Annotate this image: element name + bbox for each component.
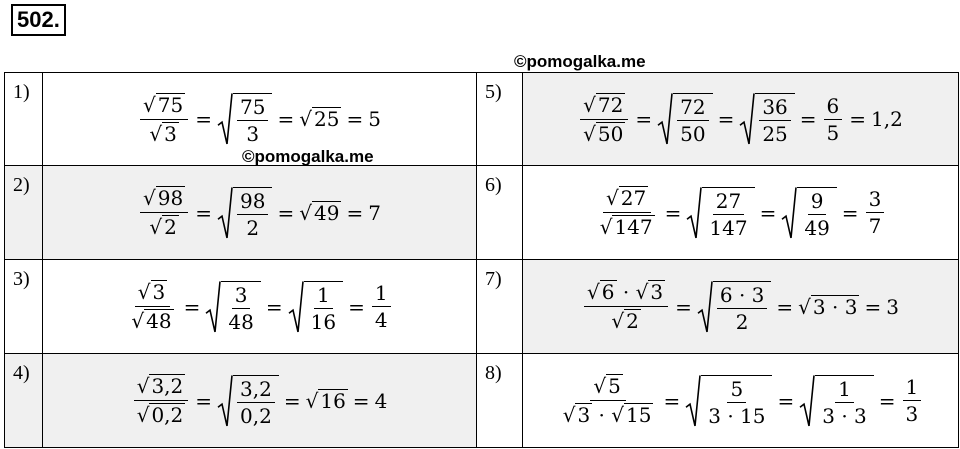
expression-2: √ 98 √ 2 = $\frac{98}{2}$ = √ 49 = 7: [43, 166, 477, 260]
item-number: 8): [477, 354, 523, 448]
solutions-table: [4, 72, 959, 448]
expression-3: √ 3 √ 48 = $\frac{3}{48}$ = $\frac{1}{16}$ = $\frac{1}{4}$: [43, 260, 477, 354]
expression-8: √ 5 √ 3 · √ 15 = $\frac{5}{3 \cdot 15}$ = $\frac{1}{3 \cdot 3}$ = $\frac{1}{3}$: [523, 354, 959, 448]
expression-5: √ 72 √ 50 = $\frac{72}{50}$ = $\frac{36}{25}$ = $\frac{6}{5}$ = 1,2: [523, 73, 959, 166]
item-number: 3): [5, 260, 43, 354]
table-row: [5, 166, 959, 260]
table-row: [5, 73, 959, 166]
expression-4: √ 3,2 √ 0,2 = $\frac{3,2}{0,2}$ = √ 16 = 4: [43, 354, 477, 448]
table-row: [5, 260, 959, 354]
watermark-top: ©pomogalka.me: [514, 52, 646, 71]
item-number: 2): [5, 166, 43, 260]
item-number: 6): [477, 166, 523, 260]
expression-6: √ 27 √ 147 = $\frac{27}{147}$ = $\frac{9}{49}$ = $\frac{3}{7}$: [523, 166, 959, 260]
expression-7: √ 6 · √ 3 √ 2 = $\frac{6 \cdot 3}{2}$ = √ 3 · 3 = 3: [523, 260, 959, 354]
problem-number: 502.: [11, 4, 66, 36]
item-number: 7): [477, 260, 523, 354]
item-number: 1): [5, 73, 43, 166]
table-row: [5, 354, 959, 448]
item-number: 5): [477, 73, 523, 166]
item-number: 4): [5, 354, 43, 448]
watermark-inline: ©pomogalka.me: [242, 147, 374, 166]
expression-1: √ 75 √ 3 = $\frac{75}{3}$ = √ 25 = 5: [43, 73, 477, 166]
